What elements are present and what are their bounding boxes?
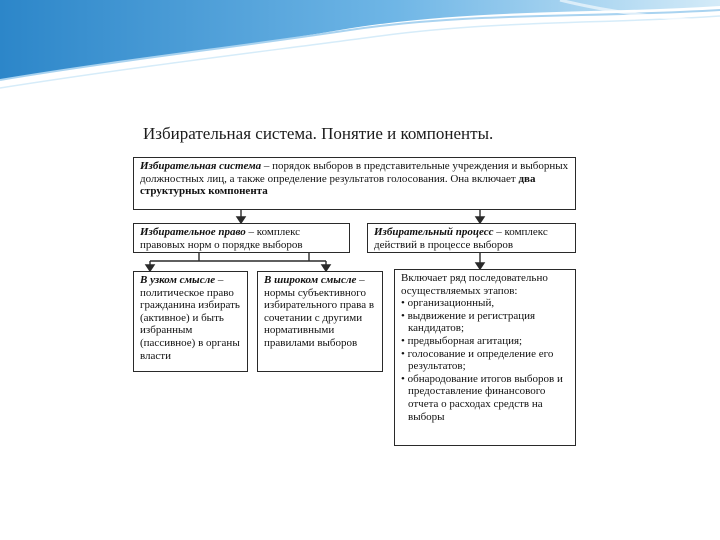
electoral-system-diagram	[131, 152, 578, 448]
broad-sense-box	[257, 271, 383, 372]
narrow-text: – политическое право гражданина избирать (активное) и быть избранным (пассивное) в органы власти	[140, 274, 240, 362]
electoral-process-box	[367, 223, 576, 253]
stage-item: • голосование и определение его результатов;	[401, 348, 571, 373]
law-term: Избирательное право	[140, 226, 246, 238]
process-term: Избирательный процесс	[374, 226, 494, 238]
narrow-sense-box	[133, 271, 248, 372]
stage-item: • выдвижение и регистрация кандидатов;	[401, 310, 571, 335]
law-text: – комплекс правовых норм о порядке выборов	[140, 226, 303, 251]
stage-item: • организационный,	[401, 297, 571, 310]
electoral-law-box	[133, 223, 350, 253]
header-wave-decoration	[0, 0, 720, 90]
process-text: – комплекс действий в процессе выборов	[374, 226, 548, 251]
stages-list	[401, 297, 571, 423]
narrow-term: В узком смысле	[140, 274, 216, 286]
broad-term: В широком смысле	[264, 274, 357, 286]
electoral-system-definition-box	[133, 157, 576, 210]
slide-title: Избирательная система. Понятие и компоненты.	[143, 124, 494, 143]
root-text: – порядок выборов в представительные учреждения и выборных должностных лиц, а также определение результатов голосования. Она включает	[140, 160, 569, 185]
stage-item: • обнародование итогов выборов и предоставление финансового отчета о расходах средств на выборы	[401, 373, 571, 423]
stage-item: • предвыборная агитация;	[401, 335, 571, 348]
root-emphasis: два структурных компонента	[140, 172, 536, 198]
broad-text: – нормы субъективного избирательного права в сочетании с другими нормативными правилами выборов	[264, 274, 375, 349]
stages-intro: Включает ряд последовательно осуществляемых этапов:	[401, 272, 548, 297]
root-term: Избирательная система	[140, 160, 262, 172]
process-stages-box	[394, 269, 576, 446]
